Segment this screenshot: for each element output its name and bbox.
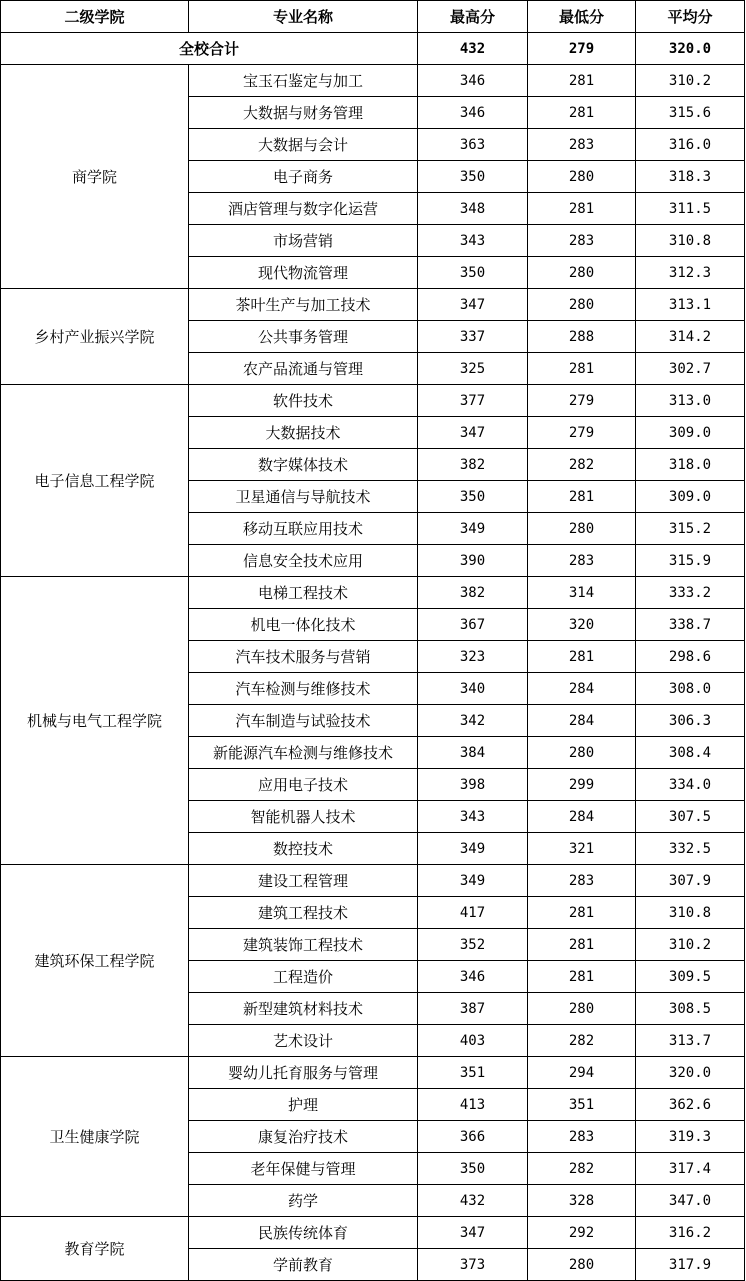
avg-score: 310.2: [636, 65, 745, 97]
avg-score: 334.0: [636, 769, 745, 801]
major-name: 汽车制造与试验技术: [189, 705, 418, 737]
table-body: [1, 33, 745, 1281]
min-score: 279: [528, 385, 636, 417]
major-name: 护理: [189, 1089, 418, 1121]
major-name: 酒店管理与数字化运营: [189, 193, 418, 225]
min-score: 294: [528, 1057, 636, 1089]
min-score: 280: [528, 737, 636, 769]
min-score: 283: [528, 129, 636, 161]
max-score: 337: [418, 321, 528, 353]
avg-score: 310.8: [636, 897, 745, 929]
total-min: 279: [528, 33, 636, 65]
table-row: [1, 289, 745, 321]
major-name: 移动互联应用技术: [189, 513, 418, 545]
max-score: 349: [418, 513, 528, 545]
avg-score: 306.3: [636, 705, 745, 737]
min-score: 299: [528, 769, 636, 801]
major-name: 老年保健与管理: [189, 1153, 418, 1185]
avg-score: 314.2: [636, 321, 745, 353]
min-score: 282: [528, 1025, 636, 1057]
min-score: 280: [528, 289, 636, 321]
major-name: 工程造价: [189, 961, 418, 993]
avg-score: 309.0: [636, 481, 745, 513]
college-name: 建筑环保工程学院: [1, 865, 189, 1057]
major-name: 大数据与会计: [189, 129, 418, 161]
max-score: 387: [418, 993, 528, 1025]
min-score: 321: [528, 833, 636, 865]
min-score: 280: [528, 1249, 636, 1281]
avg-score: 316.2: [636, 1217, 745, 1249]
header-max: 最高分: [418, 1, 528, 33]
min-score: 283: [528, 545, 636, 577]
major-name: 机电一体化技术: [189, 609, 418, 641]
avg-score: 333.2: [636, 577, 745, 609]
header-avg: 平均分: [636, 1, 745, 33]
max-score: 417: [418, 897, 528, 929]
major-name: 婴幼儿托育服务与管理: [189, 1057, 418, 1089]
college-name: 电子信息工程学院: [1, 385, 189, 577]
avg-score: 315.2: [636, 513, 745, 545]
min-score: 281: [528, 897, 636, 929]
header-major: 专业名称: [189, 1, 418, 33]
max-score: 384: [418, 737, 528, 769]
min-score: 351: [528, 1089, 636, 1121]
major-name: 艺术设计: [189, 1025, 418, 1057]
max-score: 349: [418, 865, 528, 897]
max-score: 342: [418, 705, 528, 737]
min-score: 292: [528, 1217, 636, 1249]
major-name: 康复治疗技术: [189, 1121, 418, 1153]
max-score: 363: [418, 129, 528, 161]
min-score: 328: [528, 1185, 636, 1217]
max-score: 377: [418, 385, 528, 417]
min-score: 279: [528, 417, 636, 449]
major-name: 数控技术: [189, 833, 418, 865]
avg-score: 317.9: [636, 1249, 745, 1281]
major-name: 宝玉石鉴定与加工: [189, 65, 418, 97]
max-score: 346: [418, 65, 528, 97]
avg-score: 310.2: [636, 929, 745, 961]
max-score: 340: [418, 673, 528, 705]
major-name: 电子商务: [189, 161, 418, 193]
max-score: 352: [418, 929, 528, 961]
max-score: 366: [418, 1121, 528, 1153]
avg-score: 308.0: [636, 673, 745, 705]
max-score: 373: [418, 1249, 528, 1281]
major-name: 应用电子技术: [189, 769, 418, 801]
avg-score: 309.5: [636, 961, 745, 993]
header-min: 最低分: [528, 1, 636, 33]
table-row: [1, 1217, 745, 1249]
max-score: 350: [418, 257, 528, 289]
total-avg: 320.0: [636, 33, 745, 65]
min-score: 281: [528, 641, 636, 673]
avg-score: 317.4: [636, 1153, 745, 1185]
max-score: 348: [418, 193, 528, 225]
min-score: 280: [528, 993, 636, 1025]
min-score: 281: [528, 481, 636, 513]
min-score: 281: [528, 193, 636, 225]
college-name: 机械与电气工程学院: [1, 577, 189, 865]
max-score: 390: [418, 545, 528, 577]
major-name: 民族传统体育: [189, 1217, 418, 1249]
major-name: 农产品流通与管理: [189, 353, 418, 385]
avg-score: 332.5: [636, 833, 745, 865]
max-score: 413: [418, 1089, 528, 1121]
table-row: [1, 65, 745, 97]
college-name: 卫生健康学院: [1, 1057, 189, 1217]
major-name: 药学: [189, 1185, 418, 1217]
header-row: [1, 1, 745, 33]
major-name: 学前教育: [189, 1249, 418, 1281]
major-name: 数字媒体技术: [189, 449, 418, 481]
min-score: 280: [528, 161, 636, 193]
total-label: 全校合计: [1, 33, 418, 65]
min-score: 284: [528, 705, 636, 737]
min-score: 281: [528, 929, 636, 961]
major-name: 软件技术: [189, 385, 418, 417]
max-score: 346: [418, 97, 528, 129]
avg-score: 313.1: [636, 289, 745, 321]
max-score: 347: [418, 289, 528, 321]
major-name: 智能机器人技术: [189, 801, 418, 833]
avg-score: 298.6: [636, 641, 745, 673]
table-row: [1, 385, 745, 417]
max-score: 432: [418, 1185, 528, 1217]
table-row: [1, 577, 745, 609]
avg-score: 315.6: [636, 97, 745, 129]
max-score: 350: [418, 161, 528, 193]
min-score: 281: [528, 65, 636, 97]
max-score: 403: [418, 1025, 528, 1057]
max-score: 349: [418, 833, 528, 865]
table-row: [1, 865, 745, 897]
min-score: 284: [528, 673, 636, 705]
major-name: 建筑工程技术: [189, 897, 418, 929]
min-score: 282: [528, 1153, 636, 1185]
major-name: 大数据技术: [189, 417, 418, 449]
avg-score: 307.9: [636, 865, 745, 897]
major-name: 市场营销: [189, 225, 418, 257]
major-name: 建筑装饰工程技术: [189, 929, 418, 961]
avg-score: 309.0: [636, 417, 745, 449]
avg-score: 308.4: [636, 737, 745, 769]
min-score: 283: [528, 1121, 636, 1153]
college-name: 商学院: [1, 65, 189, 289]
major-name: 卫星通信与导航技术: [189, 481, 418, 513]
max-score: 398: [418, 769, 528, 801]
avg-score: 312.3: [636, 257, 745, 289]
avg-score: 310.8: [636, 225, 745, 257]
min-score: 281: [528, 961, 636, 993]
avg-score: 338.7: [636, 609, 745, 641]
major-name: 建设工程管理: [189, 865, 418, 897]
max-score: 347: [418, 417, 528, 449]
total-row: [1, 33, 745, 65]
major-name: 汽车检测与维修技术: [189, 673, 418, 705]
min-score: 314: [528, 577, 636, 609]
avg-score: 320.0: [636, 1057, 745, 1089]
major-name: 信息安全技术应用: [189, 545, 418, 577]
major-name: 公共事务管理: [189, 321, 418, 353]
college-name: 教育学院: [1, 1217, 189, 1281]
avg-score: 347.0: [636, 1185, 745, 1217]
min-score: 284: [528, 801, 636, 833]
total-max: 432: [418, 33, 528, 65]
avg-score: 302.7: [636, 353, 745, 385]
min-score: 280: [528, 257, 636, 289]
avg-score: 318.0: [636, 449, 745, 481]
avg-score: 319.3: [636, 1121, 745, 1153]
max-score: 346: [418, 961, 528, 993]
avg-score: 315.9: [636, 545, 745, 577]
avg-score: 307.5: [636, 801, 745, 833]
max-score: 343: [418, 225, 528, 257]
major-name: 大数据与财务管理: [189, 97, 418, 129]
major-name: 茶叶生产与加工技术: [189, 289, 418, 321]
avg-score: 308.5: [636, 993, 745, 1025]
header-college: 二级学院: [1, 1, 189, 33]
major-name: 电梯工程技术: [189, 577, 418, 609]
max-score: 382: [418, 449, 528, 481]
major-name: 新型建筑材料技术: [189, 993, 418, 1025]
college-name: 乡村产业振兴学院: [1, 289, 189, 385]
max-score: 350: [418, 481, 528, 513]
max-score: 343: [418, 801, 528, 833]
table-row: [1, 1057, 745, 1089]
avg-score: 311.5: [636, 193, 745, 225]
avg-score: 313.0: [636, 385, 745, 417]
major-name: 新能源汽车检测与维修技术: [189, 737, 418, 769]
min-score: 320: [528, 609, 636, 641]
min-score: 281: [528, 353, 636, 385]
max-score: 351: [418, 1057, 528, 1089]
max-score: 367: [418, 609, 528, 641]
major-name: 现代物流管理: [189, 257, 418, 289]
max-score: 382: [418, 577, 528, 609]
max-score: 323: [418, 641, 528, 673]
avg-score: 318.3: [636, 161, 745, 193]
avg-score: 313.7: [636, 1025, 745, 1057]
min-score: 283: [528, 225, 636, 257]
min-score: 281: [528, 97, 636, 129]
avg-score: 362.6: [636, 1089, 745, 1121]
min-score: 288: [528, 321, 636, 353]
avg-score: 316.0: [636, 129, 745, 161]
min-score: 282: [528, 449, 636, 481]
min-score: 283: [528, 865, 636, 897]
max-score: 325: [418, 353, 528, 385]
major-name: 汽车技术服务与营销: [189, 641, 418, 673]
max-score: 350: [418, 1153, 528, 1185]
min-score: 280: [528, 513, 636, 545]
max-score: 347: [418, 1217, 528, 1249]
